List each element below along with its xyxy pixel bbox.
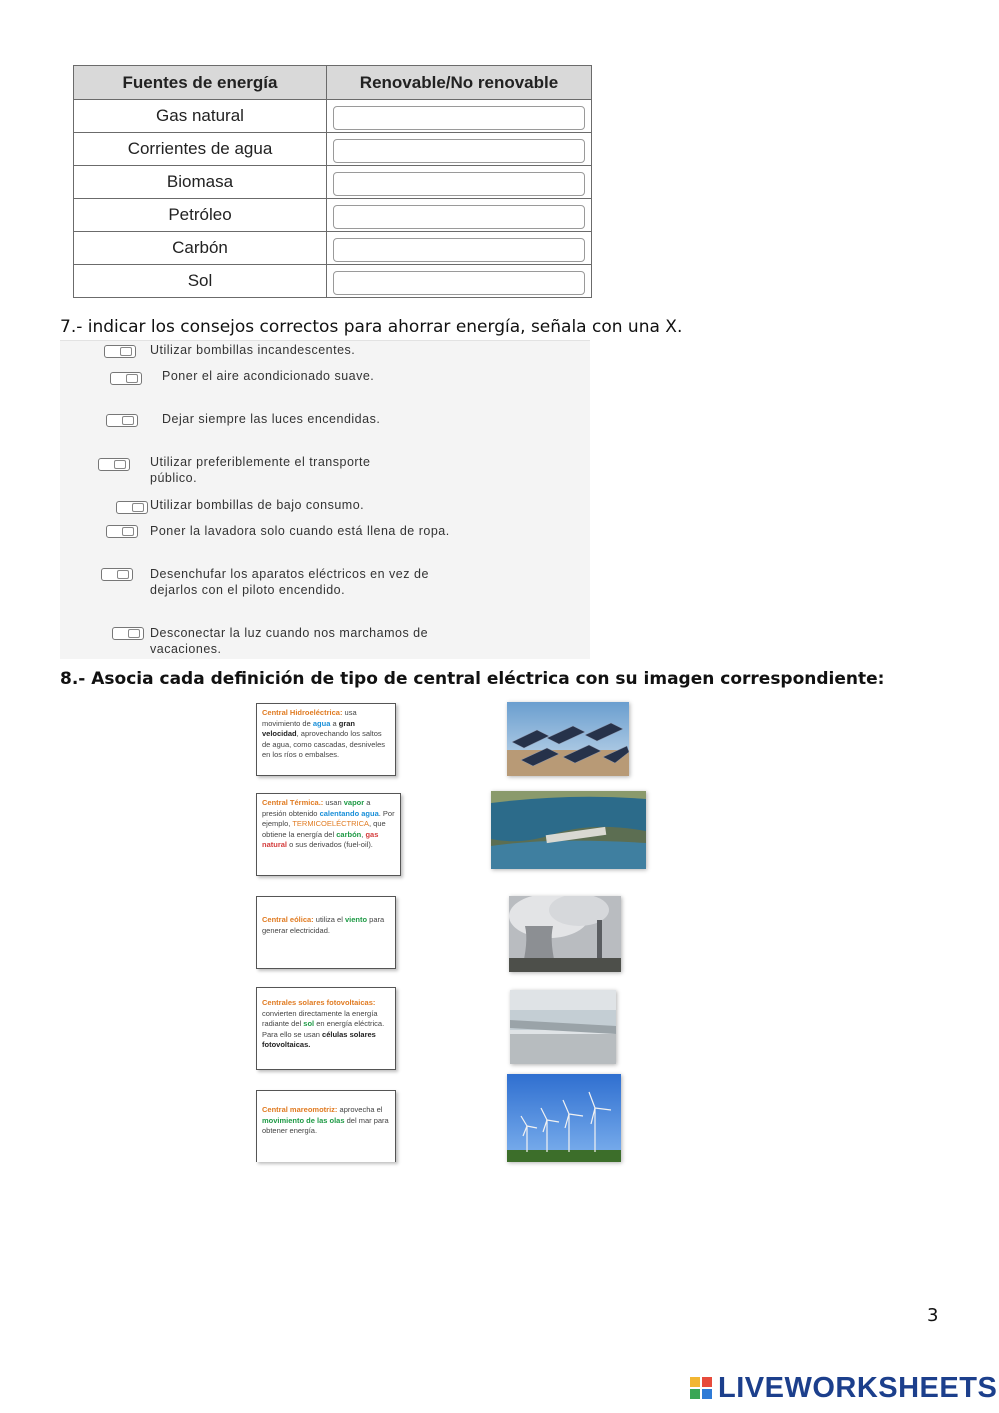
source-cell: Petróleo bbox=[74, 199, 327, 232]
card-title: Central Térmica.: bbox=[262, 798, 324, 807]
tip-item bbox=[60, 410, 590, 446]
answer-cell bbox=[327, 100, 592, 133]
card-text: , bbox=[361, 829, 364, 839]
brand-text: LIVEWORKSHEETS bbox=[718, 1371, 998, 1404]
answer-input[interactable] bbox=[333, 172, 585, 196]
card-text: usa movimiento de bbox=[262, 708, 357, 728]
energy-tips-panel bbox=[60, 340, 590, 659]
source-cell: Gas natural bbox=[74, 100, 327, 133]
question-7-title: 7.- indicar los consejos correctos para ahorrar energía, señala con una X. bbox=[60, 317, 683, 337]
card-title: Central Hidroeléctrica: bbox=[262, 708, 343, 717]
tip-item bbox=[60, 367, 590, 403]
card-text: a bbox=[332, 718, 337, 728]
source-cell: Biomasa bbox=[74, 166, 327, 199]
tip-checkbox[interactable] bbox=[101, 568, 133, 581]
tip-item bbox=[60, 522, 590, 558]
tip-item bbox=[60, 624, 590, 660]
tip-text: Poner el aire acondicionado suave. bbox=[162, 369, 375, 383]
table-header-row bbox=[74, 66, 592, 100]
tip-item bbox=[60, 341, 590, 361]
card-text: usan bbox=[325, 798, 342, 807]
card-text: convierten directamente la energía radiante del bbox=[262, 1008, 378, 1028]
tip-checkbox[interactable] bbox=[98, 458, 130, 471]
card-text: para generar electricidad. bbox=[262, 915, 385, 935]
answer-input[interactable] bbox=[333, 205, 585, 229]
table-row bbox=[74, 133, 592, 166]
card-keyword: gas natural bbox=[262, 829, 379, 849]
question-8-title: 8.- Asocia cada definición de tipo de central eléctrica con su imagen correspondiente: bbox=[60, 669, 885, 689]
card-tidal[interactable] bbox=[256, 1090, 396, 1162]
card-text: en energía eléctrica. Para ello se usan bbox=[262, 1019, 385, 1039]
card-text: a presión obtenido bbox=[262, 798, 371, 818]
source-cell: Carbón bbox=[74, 232, 327, 265]
card-text: del mar para obtener energía. bbox=[262, 1115, 389, 1135]
card-keyword: viento bbox=[344, 915, 368, 924]
answer-input[interactable] bbox=[333, 106, 585, 130]
table-row bbox=[74, 232, 592, 265]
tip-text: Desenchufar los aparatos eléctricos en vez de dejarlos con el piloto encendido. bbox=[150, 567, 429, 597]
hydroelectric-dam-image[interactable] bbox=[491, 791, 646, 869]
table-row bbox=[74, 265, 592, 298]
header-renewable: Renovable/No renovable bbox=[327, 66, 592, 100]
thermal-plant-image[interactable] bbox=[509, 896, 621, 972]
card-title: Centrales solares fotovoltaicas: bbox=[262, 998, 376, 1007]
energy-sources-table bbox=[73, 65, 592, 298]
answer-cell bbox=[327, 133, 592, 166]
answer-cell bbox=[327, 232, 592, 265]
page-number: 3 bbox=[927, 1305, 939, 1326]
card-keyword: calentando agua bbox=[319, 808, 379, 818]
card-keyword: gran velocidad bbox=[262, 718, 356, 738]
source-cell: Sol bbox=[74, 265, 327, 298]
solar-panels-image[interactable] bbox=[507, 702, 629, 776]
card-text: , aprovechando los saltos de agua, como cascadas, desniveles en los ríos o embalses. bbox=[262, 729, 385, 759]
card-text: utiliza el bbox=[315, 915, 343, 924]
tidal-plant-image[interactable] bbox=[510, 990, 616, 1064]
card-hydroelectric[interactable] bbox=[256, 703, 396, 776]
tip-text: Poner la lavadora solo cuando está llena de ropa. bbox=[150, 524, 450, 538]
card-keyword: agua bbox=[312, 718, 331, 728]
card-text: . Por ejemplo, bbox=[262, 808, 395, 828]
tip-item bbox=[60, 496, 590, 518]
tip-text: Dejar siempre las luces encendidas. bbox=[162, 412, 381, 426]
wind-turbines-image[interactable] bbox=[507, 1074, 621, 1162]
answer-input[interactable] bbox=[333, 238, 585, 262]
card-keyword: movimiento de las olas bbox=[262, 1115, 345, 1125]
card-text: o sus derivados (fuel-oil). bbox=[289, 840, 373, 849]
liveworksheets-logo bbox=[690, 1370, 997, 1406]
card-title: Central eólica: bbox=[262, 915, 314, 924]
tip-checkbox[interactable] bbox=[106, 525, 138, 538]
card-text: aprovecha el bbox=[339, 1105, 383, 1114]
header-energy-sources: Fuentes de energía bbox=[74, 66, 327, 100]
card-keyword: TERMICOELÉCTRICA bbox=[292, 819, 369, 828]
card-wind[interactable] bbox=[256, 896, 396, 969]
answer-cell bbox=[327, 166, 592, 199]
card-thermal[interactable] bbox=[256, 793, 401, 876]
tip-item bbox=[60, 565, 590, 617]
card-keyword: sol bbox=[303, 1019, 315, 1028]
tip-text: Utilizar bombillas de bajo consumo. bbox=[150, 498, 365, 512]
tip-checkbox[interactable] bbox=[106, 414, 138, 427]
tip-checkbox[interactable] bbox=[112, 627, 144, 640]
tip-checkbox[interactable] bbox=[116, 501, 148, 514]
table-row bbox=[74, 166, 592, 199]
tip-text: Utilizar preferiblemente el transporte público. bbox=[150, 455, 371, 485]
card-keyword: vapor bbox=[343, 798, 365, 807]
source-cell: Corrientes de agua bbox=[74, 133, 327, 166]
tip-text: Utilizar bombillas incandescentes. bbox=[150, 343, 356, 357]
tip-item bbox=[60, 453, 590, 489]
tip-checkbox[interactable] bbox=[104, 345, 136, 358]
card-keyword: células solares fotovoltaicas. bbox=[262, 1029, 376, 1049]
liveworksheets-logo-icon bbox=[690, 1377, 712, 1399]
table-row bbox=[74, 100, 592, 133]
tip-text: Desconectar la luz cuando nos marchamos de vacaciones. bbox=[150, 626, 429, 656]
answer-input[interactable] bbox=[333, 139, 585, 163]
answer-cell bbox=[327, 265, 592, 298]
card-text: , que obtiene la energía del bbox=[262, 819, 386, 839]
answer-input[interactable] bbox=[333, 271, 585, 295]
card-keyword: carbón bbox=[336, 829, 362, 839]
table-row bbox=[74, 199, 592, 232]
answer-cell bbox=[327, 199, 592, 232]
tip-checkbox[interactable] bbox=[110, 372, 142, 385]
card-solar[interactable] bbox=[256, 987, 396, 1070]
card-title: Central mareomotriz: bbox=[262, 1105, 338, 1114]
